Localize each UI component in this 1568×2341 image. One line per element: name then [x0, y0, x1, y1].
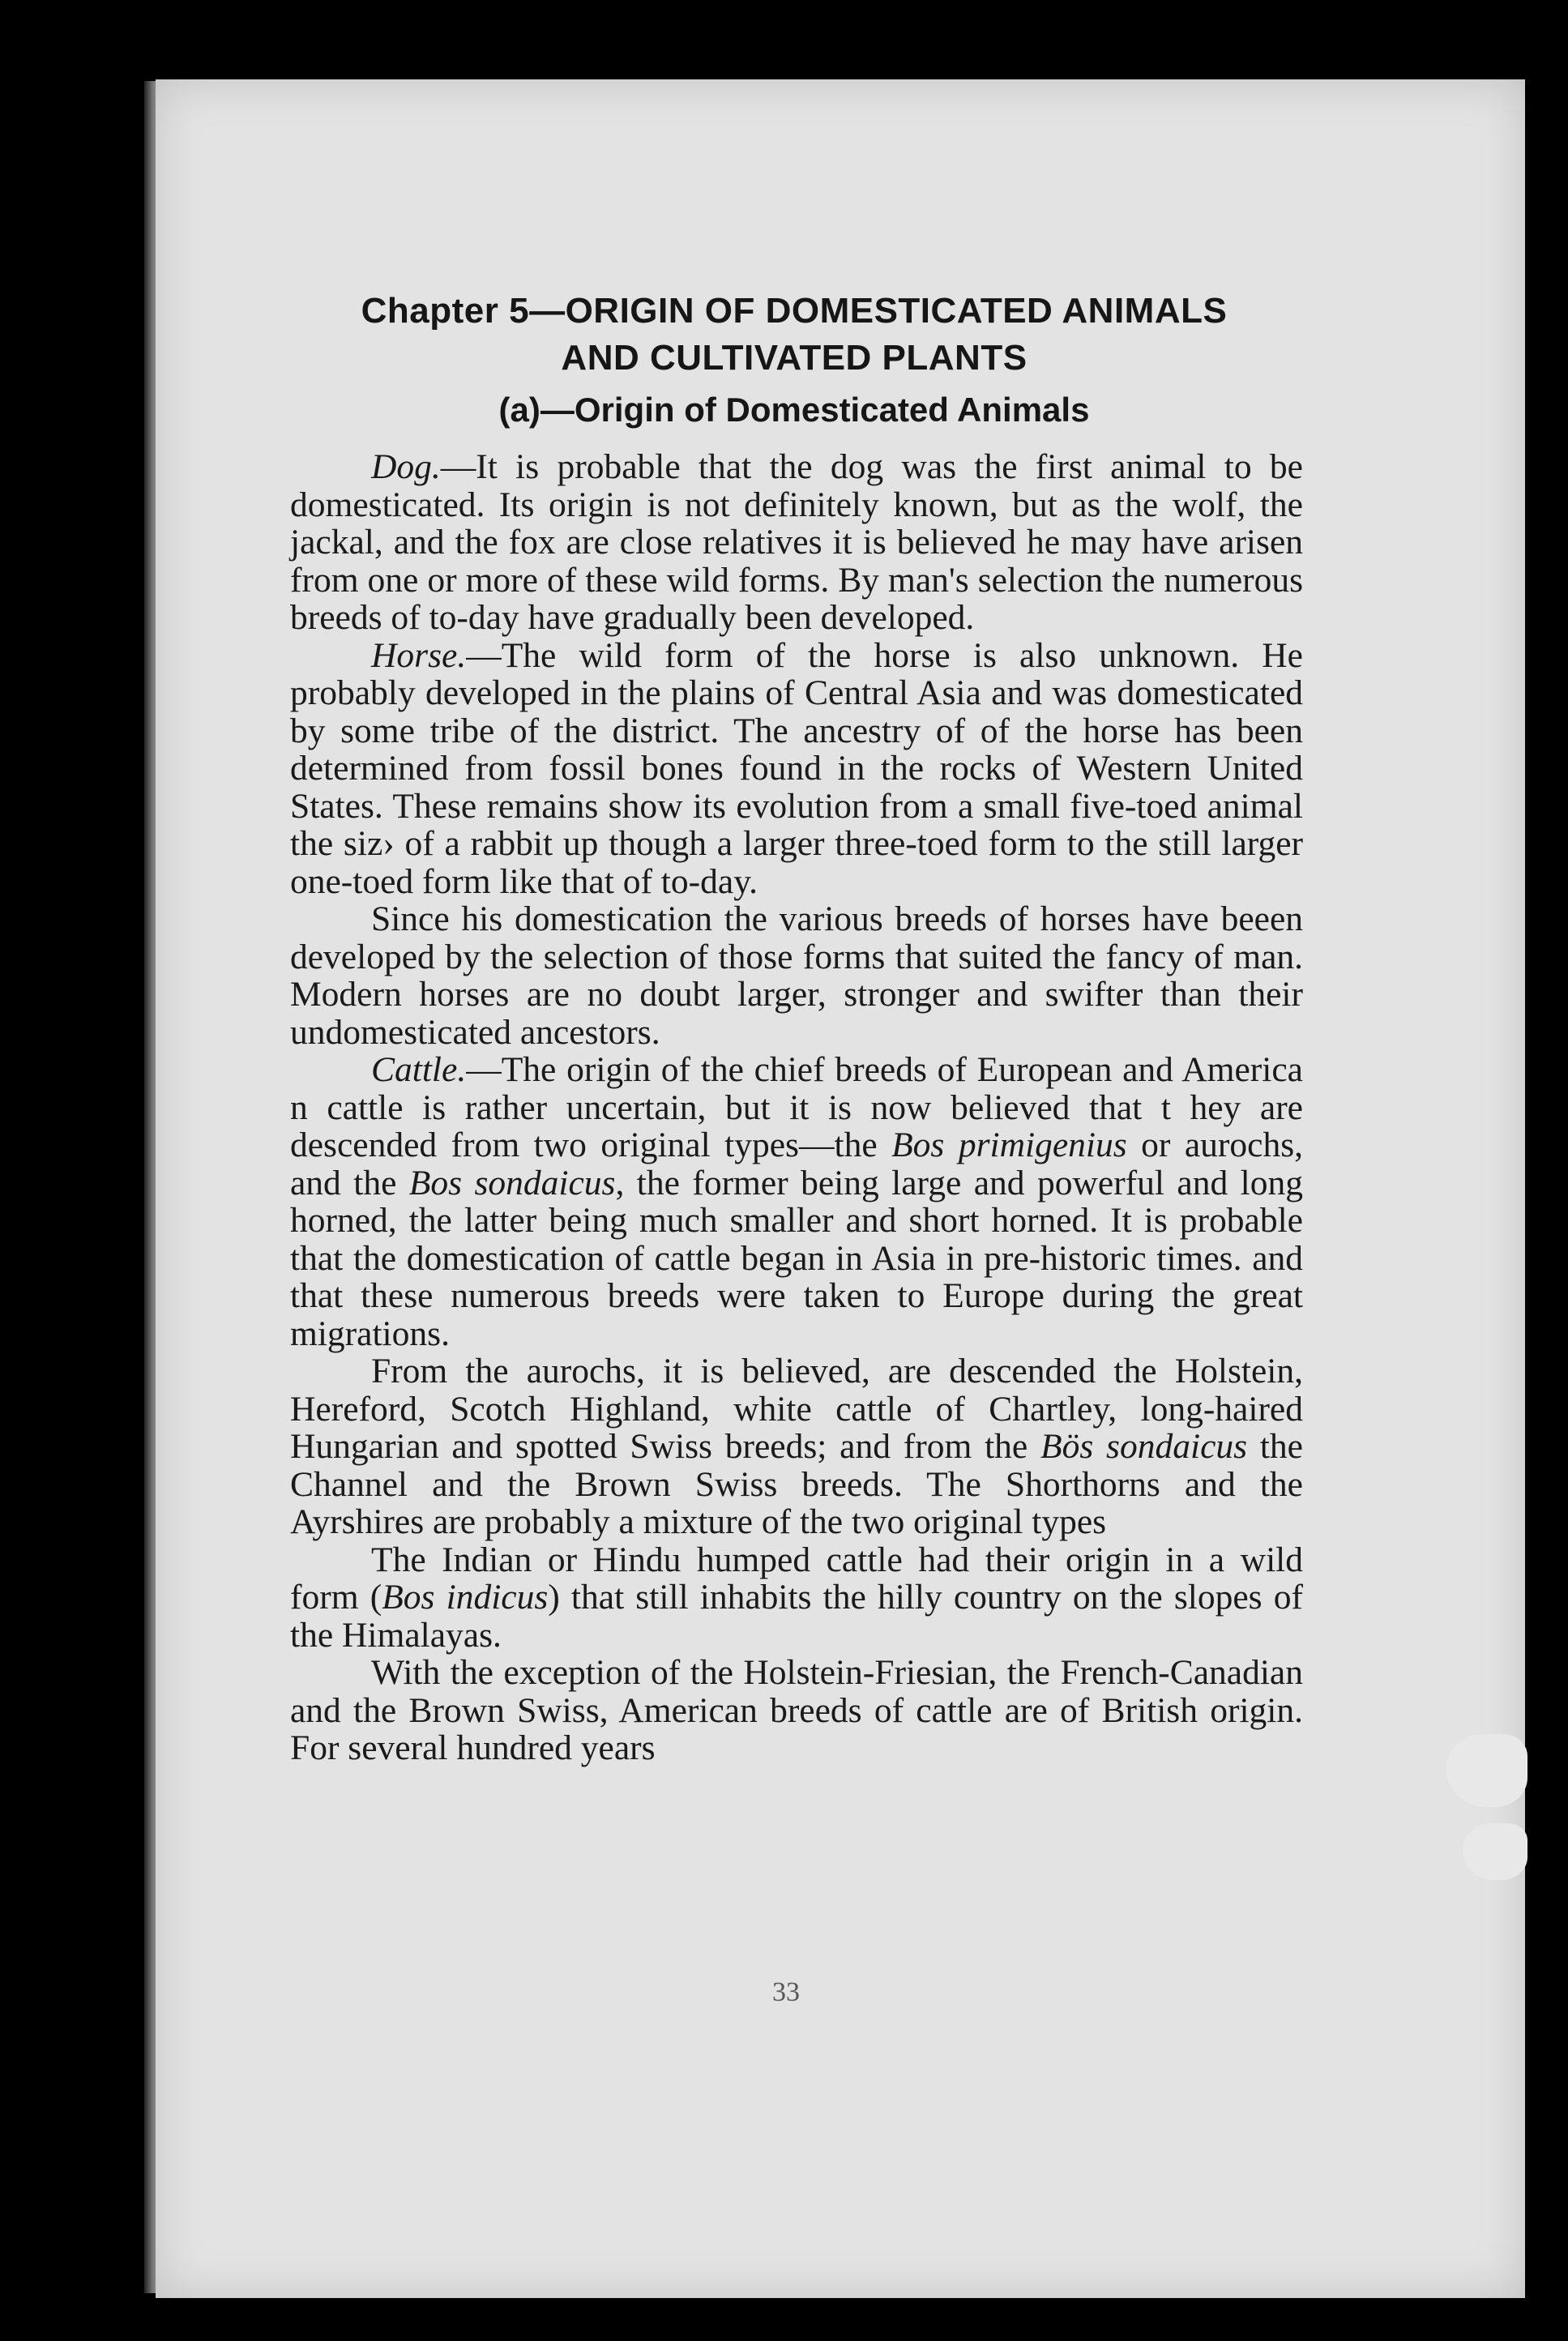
paragraph-text: From the aurochs, it is believed, are descended the Holstein, Hereford, Scotch Highland, white cattle of Chartley, long-haired Hungarian and spotted Swiss breeds; and from the — [290, 1352, 1303, 1466]
species-name: Bos sondaicus — [408, 1163, 616, 1203]
chapter-title-line-2: AND CULTIVATED PLANTS — [561, 338, 1028, 378]
page-tear-mark — [1446, 1734, 1527, 1807]
chapter-title-line-1: Chapter 5—ORIGIN OF DOMESTICATED ANIMALS — [361, 291, 1228, 331]
term-horse: Horse. — [371, 635, 467, 675]
paragraph-text: the Channel and the Brown Swiss breeds. The Shorthorns and the Ayrshires are probably a mixture of the two original types — [290, 1427, 1303, 1541]
paragraph-text: —The wild form of the horse is also unknown. He probably developed in the plains of Central Asia and was domesticated by some tribe of the district. The ancestry of of the horse has been determined from fossil bones found in the rocks of Western United States. These remains show its evolution from a small five-toed animal the siz› of a rabbit up though a larger three-toed form to the still larger one-toed form like that of to-day. — [290, 635, 1303, 901]
paragraph-horse — [290, 637, 1303, 901]
paragraph-text: The Indian or Hindu humped cattle had their origin in a wild form ( — [290, 1540, 1303, 1617]
paragraph-text: , the former being large and powerful and long horned, the latter being much smaller and short horned. It is probable that the domestication of cattle began in Asia in pre-historic times. and that these numerous breeds were taken to Europe during the great migrations. — [290, 1163, 1303, 1353]
species-name: Bos indicus — [382, 1578, 549, 1617]
page-number: 33 — [772, 1977, 800, 2007]
paragraph-text: —The origin of the chief breeds of European and America n cattle is rather uncertain, but it is now believed that t hey are descended from two original types—the — [290, 1050, 1303, 1164]
paragraph-horse-breeds: Since his domestication the various breeds of horses have beeen developed by the selection of those forms that suited the fancy of man. Modern horses are no doubt larger, stronger and swifter than their undomesticated ancestors. — [290, 899, 1303, 1052]
paragraph-cattle — [290, 1051, 1303, 1352]
species-name: Bös sondaicus — [1040, 1427, 1248, 1466]
body-text — [290, 448, 1303, 1767]
paragraph-text: or aurochs, and the — [290, 1126, 1303, 1203]
page-tear-mark — [1463, 1823, 1527, 1880]
term-dog: Dog. — [371, 447, 441, 486]
paragraph-text: ) that still inhabits the hilly country on the slopes of the Himalayas. — [290, 1578, 1303, 1655]
paragraph-dog — [290, 448, 1303, 637]
term-cattle: Cattle. — [371, 1050, 467, 1089]
species-name: Bos primigenius — [891, 1126, 1127, 1164]
paragraph-text: —It is probable that the dog was the first animal to be domesticated. Its origin is not definitely known, but as the wolf, the jackal, and the fox are close relatives it is believed he may have arisen from one or more of these wild forms. By man's selection the numerous breeds of to-day have gradually been developed. — [290, 447, 1303, 637]
paragraph-indian-cattle — [290, 1541, 1303, 1655]
section-heading: (a)—Origin of Domesticated Animals — [498, 391, 1090, 429]
paragraph-exception: With the exception of the Holstein-Friesian, the French-Canadian and the Brown Swiss, American breeds of cattle are of British origin. For several hundred years — [290, 1653, 1303, 1767]
paragraph-aurochs — [290, 1352, 1303, 1541]
chapter-heading — [267, 288, 1321, 382]
